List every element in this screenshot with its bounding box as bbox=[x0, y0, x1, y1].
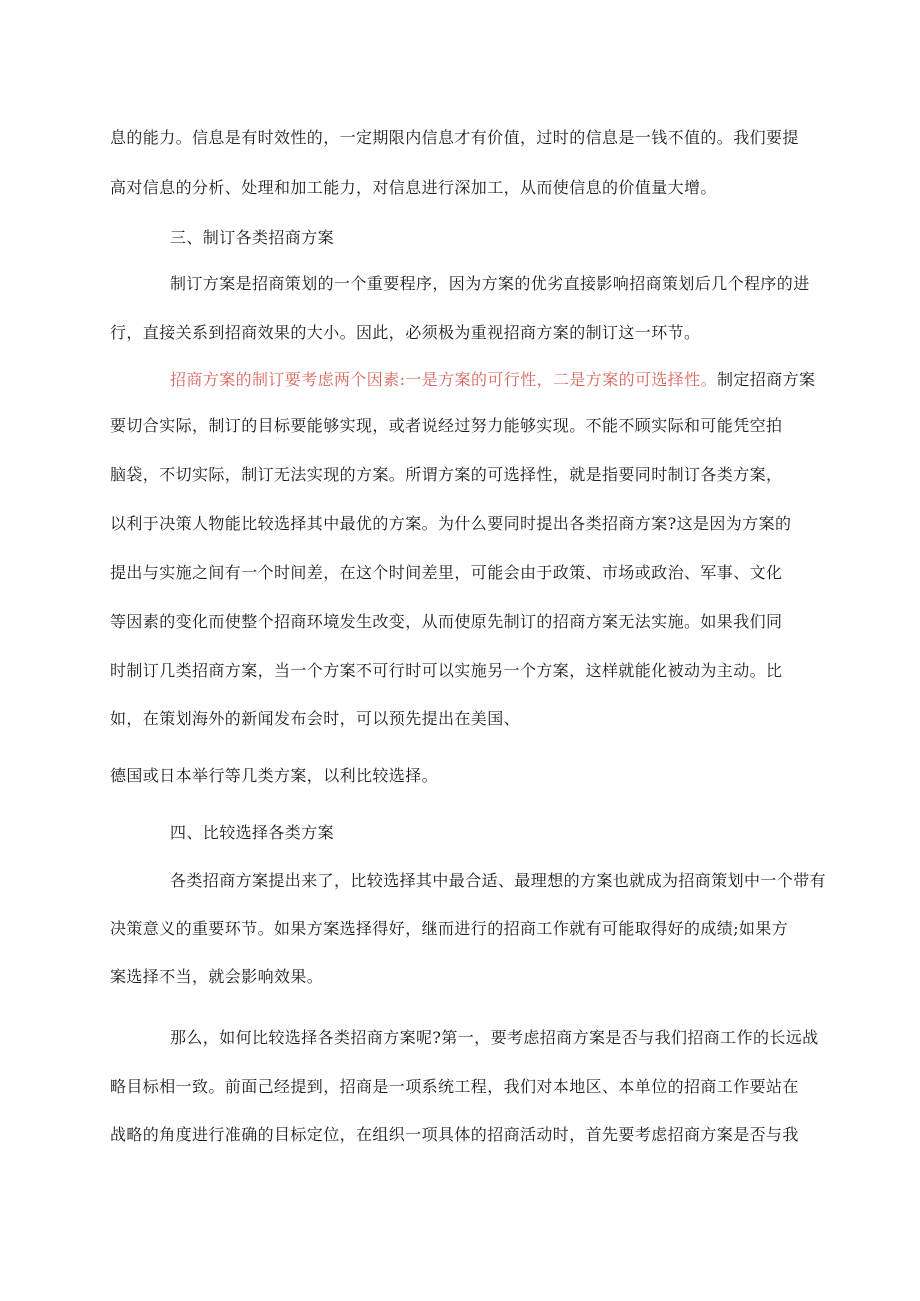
paragraph-3-line-5: 提出与实施之间有一个时间差，在这个时间差里，可能会由于政策、市场或政治、军事、文化 bbox=[110, 563, 783, 582]
paragraph-3-line-9: 德国或日本举行等几类方案，以利比较选择。 bbox=[110, 766, 439, 785]
paragraph-2-line-2: 行，直接关系到招商效果的大小。因此，必须极为重视招商方案的制订这一环节。 bbox=[110, 323, 701, 342]
paragraph-1-line-1: 息的能力。信息是有时效性的，一定期限内信息才有价值，过时的信息是一钱不值的。我们要提 bbox=[110, 128, 799, 147]
paragraph-5-line-2: 略目标相一致。前面己经提到，招商是一项系统工程，我们对本地区、本单位的招商工作要站在 bbox=[110, 1077, 799, 1096]
paragraph-2-line-1: 制订方案是招商策划的一个重要程序，因为方案的优劣直接影响招商策划后几个程序的进 bbox=[170, 274, 810, 293]
paragraph-3-line-1-rest: 制定招商方案 bbox=[717, 370, 816, 389]
paragraph-1-line-2: 高对信息的分析、处理和加工能力，对信息进行深加工，从而使信息的价值量大增。 bbox=[110, 178, 717, 197]
highlighted-text: 招商方案的制订要考虑两个因素:一是方案的可行性，二是方案的可选择性。 bbox=[170, 370, 717, 389]
paragraph-3-line-8: 如，在策划海外的新闻发布会时，可以预先提出在美国、 bbox=[110, 709, 521, 728]
paragraph-3-line-2: 要切合实际，制订的目标要能够实现，或者说经过努力能够实现。不能不顾实际和可能凭空拍 bbox=[110, 416, 783, 435]
paragraph-5-line-3: 战略的角度进行准确的目标定位，在组织一项具体的招商活动时，首先要考虑招商方案是否与我 bbox=[110, 1125, 799, 1144]
paragraph-4-line-2: 决策意义的重要环节。如果方案选择得好，继而进行的招商工作就有可能取得好的成绩;如果方 bbox=[110, 919, 789, 938]
paragraph-4-line-3: 案选择不当，就会影响效果。 bbox=[110, 967, 324, 986]
paragraph-3-line-3: 脑袋，不切实际，制订无法实现的方案。所谓方案的可选择性，就是指要同时制订各类方案， bbox=[110, 465, 783, 484]
paragraph-3-line-6: 等因素的变化而使整个招商环境发生改变，从而使原先制订的招商方案无法实施。如果我们同 bbox=[110, 612, 783, 631]
paragraph-3-line-7: 时制订几类招商方案，当一个方案不可行时可以实施另一个方案，这样就能化被动为主动。比 bbox=[110, 661, 783, 680]
section-heading-3: 三、制订各类招商方案 bbox=[170, 228, 335, 247]
section-heading-4: 四、比较选择各类方案 bbox=[170, 823, 335, 842]
paragraph-3-line-4: 以利于决策人物能比较选择其中最优的方案。为什么要同时提出各类招商方案?这是因为方案的 bbox=[110, 514, 792, 533]
paragraph-4-line-1: 各类招商方案提出来了，比较选择其中最合适、最理想的方案也就成为招商策划中一个带有 bbox=[170, 871, 827, 890]
paragraph-3-line-1 bbox=[170, 370, 815, 390]
paragraph-5-line-1: 那么，如何比较选择各类招商方案呢?第一，要考虑招商方案是否与我们招商工作的长远战 bbox=[170, 1028, 819, 1047]
